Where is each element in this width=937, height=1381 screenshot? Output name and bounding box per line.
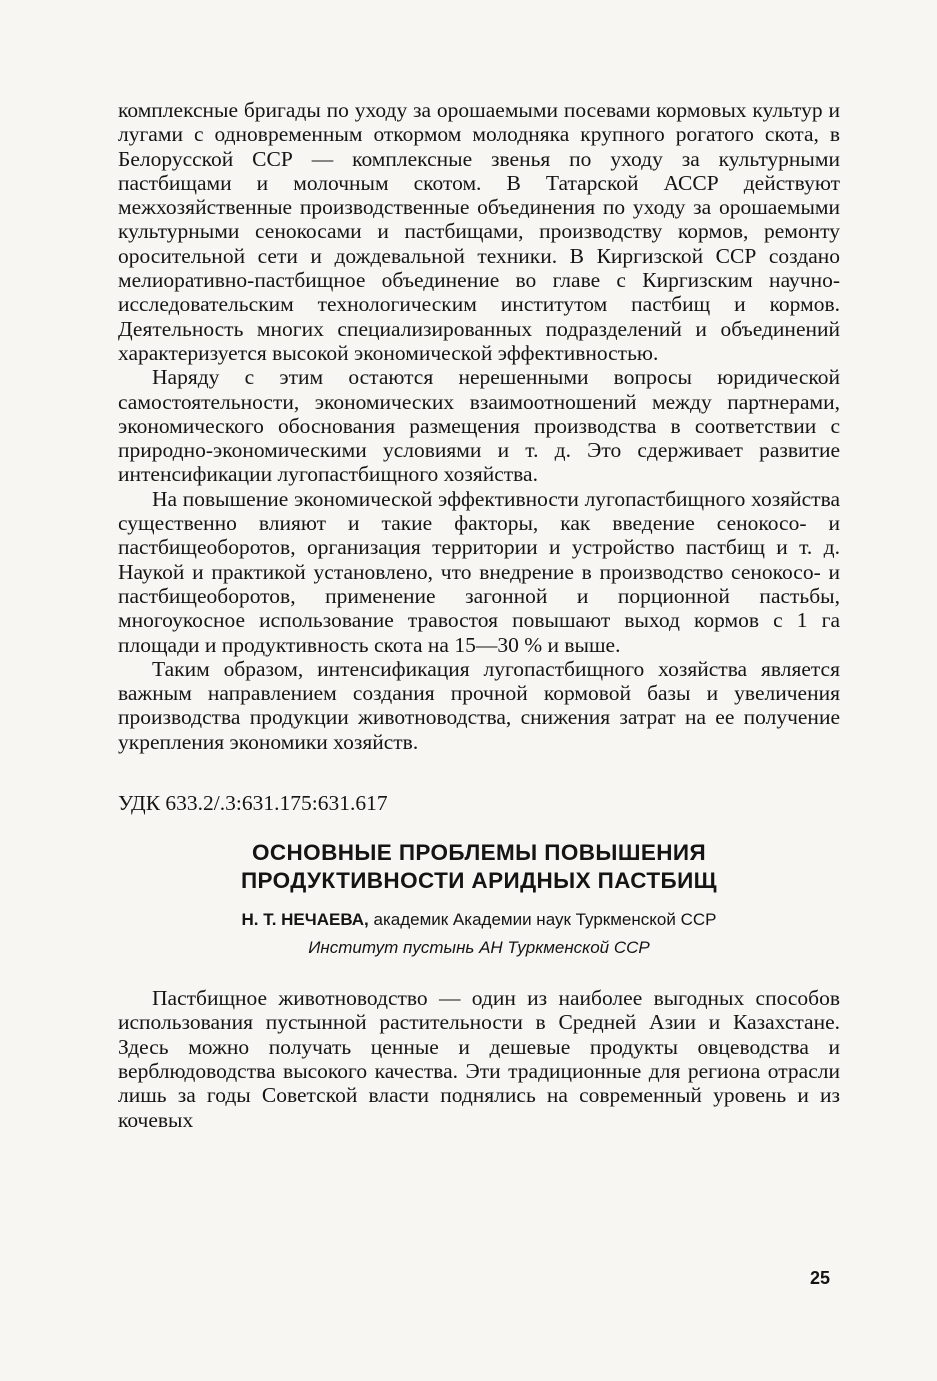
article-title-line-2: ПРОДУКТИВНОСТИ АРИДНЫХ ПАСТБИЩ <box>240 868 717 894</box>
paragraph-2: Наряду с этим остаются нерешенными вопросы юридической самостоятельности, экономических взаимоотношений между партнерами, экономического обоснования размещения производства в соответствии с природно-экономическими условиями и т. д. Это сдерживает развитие интенсификации лугопастбищного хозяйства. <box>118 365 840 487</box>
page-number: 25 <box>810 1268 831 1288</box>
article-intro-paragraph: Пастбищное животноводство — один из наиболее выгодных способов использования пустынной растительности в Средней Азии и Казахстане. Здесь можно получать ценные и дешевые продукты овцеводства и верблюдоводства высокого качества. Эти традиционные для региона отрасли лишь за годы Советской власти поднялись на современный уровень и из кочевых <box>118 986 840 1132</box>
paragraph-1: комплексные бригады по уходу за орошаемыми посевами кормовых культур и лугами с одновременным откормом молодняка крупного рогатого скота, в Белорусской ССР — комплексные звенья по уходу за культурными пастбищами и молочным скотом. В Татарской АССР действуют межхозяйственные производственные объединения по уходу за орошаемыми культурными сенокосами и пастбищами, производству кормов, ремонту оросительной сети и дождевальной техники. В Киргизской ССР создано мелиоративно-пастбищное объединение во главе с Киргизским научно-исследовательским технологическим институтом пастбищ и кормов. Деятельность многих специализированных подразделений и объединений характеризуется высокой экономической эффективностью. <box>118 98 840 365</box>
author-institute: Институт пустынь АН Туркменской ССР <box>308 938 650 958</box>
udk-code: УДК 633.2/.3:631.175:631.617 <box>118 791 388 816</box>
paragraph-3: На повышение экономической эффективности лугопастбищного хозяйства существенно влияют и такие факторы, как введение сенокосо- и пастбищеоборотов, организация территории и устройство пастбищ и т. д. Наукой и практикой установлено, что внедрение в производство сенокосо- и пастбищеоборотов, применение загонной и порционной пастьбы, многоукосное использование травостоя повышают выход кормов с 1 га площади и продуктивность скота на 15—30 % и выше. <box>118 486 840 657</box>
paragraph-4: Таким образом, интенсификация лугопастбищного хозяйства является важным направлением создания прочной кормовой базы и увеличения производства продукции животноводства, снижения затрат на ее получение укрепления экономики хозяйств. <box>118 656 840 754</box>
article-title <box>118 839 840 895</box>
author-title: академик Академии наук Туркменской ССР <box>373 910 717 930</box>
author-name: Н. Т. НЕЧАЕВА, <box>241 910 369 930</box>
article-title-line-1: ОСНОВНЫЕ ПРОБЛЕМЫ ПОВЫШЕНИЯ <box>251 840 707 866</box>
page-content <box>118 98 840 1132</box>
article-author <box>118 909 840 931</box>
